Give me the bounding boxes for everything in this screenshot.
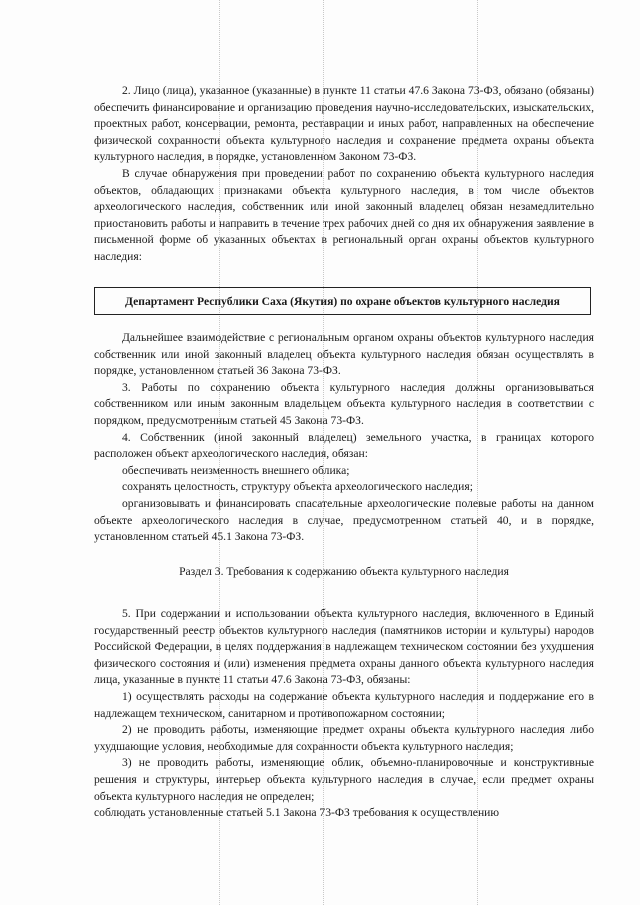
department-name: Департамент Республики Саха (Якутия) по охране объектов культурного наследия: [125, 294, 560, 308]
paragraph: 5. При содержании и использовании объекта культурного наследия, включенного в Единый государственный реестр объектов культурного наследия (памятников истории и культуры) народов Российской Федерации, в целях поддержания в надлежащем техническом состоянии без ухудшения физического состояния и (или) изменения предмета охраны данного объекта культурного наследия лица, указанные в пункте 11 статьи 47.6 Закона 73-ФЗ, обязаны:: [94, 607, 594, 687]
paragraph: сохранять целостность, структуру объекта археологического наследия;: [122, 480, 473, 494]
paragraph: 3. Работы по сохранению объекта культурного наследия должны организовываться собственником или иным законным владельцем объекта культурного наследия в соответствии с порядком, предусмотренным статьей 45 Закона 73-ФЗ.: [94, 380, 594, 427]
middle-text-block: [94, 330, 594, 546]
department-box: [94, 287, 591, 315]
paragraph: обеспечивать неизменность внешнего облика;: [122, 463, 350, 477]
paragraph: 2) не проводить работы, изменяющие предмет охраны объекта культурного наследия либо ухудшающие условия, необходимые для сохранности объекта культурного наследия;: [94, 723, 594, 753]
paragraph: соблюдать установленные статьей 5.1 Закона 73-ФЗ требования к осуществлению: [94, 806, 500, 820]
paragraph: 3) не проводить работы, изменяющие облик, объемно-планировочные и конструктивные решения и структуры, интерьер объекта культурного наследия в случае, если предмет охраны объекта культурного наследия не определен;: [94, 756, 594, 803]
paragraph: В случае обнаружения при проведении работ по сохранению объекта культурного наследия объектов, обладающих признаками объекта культурного наследия, в том числе объектов археологического наследия, собственник или иной законный владелец обязан незамедлительно приостановить работы и направить в течение трех рабочих дней со дня их обнаружения заявление в письменной форме об указанных объектах в региональный орган охраны объектов культурного наследия:: [94, 166, 594, 263]
paragraph: организовывать и финансировать спасательные археологические полевые работы на данном объекте археологического наследия в случае, предусмотренном статьей 40, и в порядке, установленном статьей 45.1 Закона 73-ФЗ.: [94, 496, 594, 544]
paragraph: Дальнейшее взаимодействие с региональным органом охраны объектов культурного наследия собственник или иной законный владелец объекта культурного наследия обязан осуществлять в порядке, установленном статьей 36 Закона 73-ФЗ.: [94, 331, 594, 378]
bottom-text-block: [94, 606, 594, 822]
paragraph: 2. Лицо (лица), указанное (указанные) в пункте 11 статьи 47.6 Закона 73-ФЗ, обязано (обязаны) обеспечить финансирование и организацию проведения научно-исследовательских, изыскательских, проектных работ, консервации, ремонта, реставрации и иных работ, направленных на обеспечение физической сохранности объекта культурного наследия и сохранение предмета охраны объекта культурного наследия, в порядке, установленном Законом 73-ФЗ.: [94, 84, 594, 164]
top-text-block: [94, 83, 594, 266]
paragraph: 1) осуществлять расходы на содержание объекта культурного наследия и поддержание его в надлежащем техническом, санитарном и противопожарном состоянии;: [94, 689, 594, 720]
section-title: Раздел 3. Требования к содержанию объекта культурного наследия: [179, 565, 509, 578]
paragraph: 4. Собственник (иной законный владелец) земельного участка, в границах которого расположен объект археологического наследия, обязан:: [94, 430, 594, 461]
